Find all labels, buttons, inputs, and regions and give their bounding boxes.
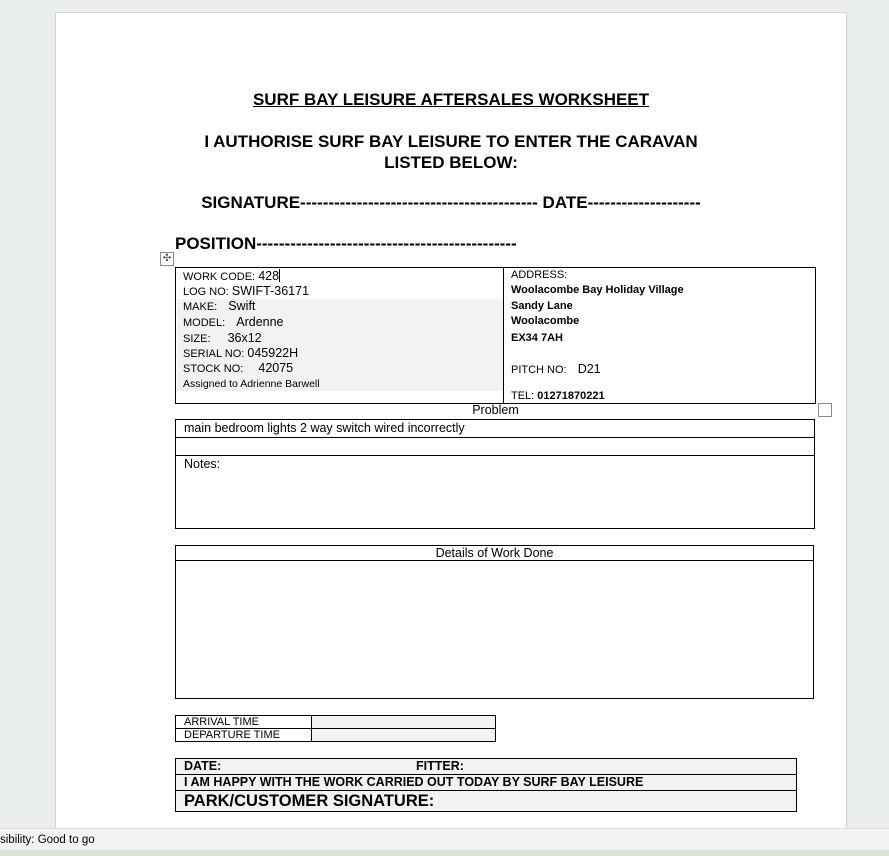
arrival-time-value[interactable] (312, 716, 496, 729)
problem-row[interactable] (176, 420, 814, 438)
address-postcode: EX34 7AH (511, 332, 563, 344)
signature-date-line: SIGNATURE------------------------------------------ DATE-------------------- (201, 193, 701, 212)
status-bar (0, 828, 889, 851)
taskbar-strip (0, 850, 889, 856)
table-move-handle-icon[interactable]: ✣ (160, 252, 174, 266)
arrival-row (176, 716, 496, 729)
make-label: MAKE: (183, 301, 218, 313)
make-value: Swift (228, 299, 256, 313)
authorise-line-2: LISTED BELOW: (384, 153, 518, 172)
departure-row (176, 729, 496, 742)
size-value: 36x12 (227, 331, 262, 345)
stock-value: 42075 (258, 361, 294, 375)
authorise-statement (56, 131, 846, 173)
stock-field[interactable] (183, 361, 293, 375)
column-divider (503, 268, 504, 403)
problem-blank-row[interactable] (176, 437, 814, 456)
tel-value: 01271870221 (537, 390, 605, 402)
make-field[interactable] (183, 299, 255, 313)
tel-field[interactable] (511, 390, 605, 402)
assigned-to: Assigned to Adrienne Barwell (183, 378, 320, 390)
departure-time-value[interactable] (312, 729, 496, 742)
happy-statement: I AM HAPPY WITH THE WORK CARRIED OUT TODAY BY SURF BAY LEISURE (184, 775, 644, 789)
work-code-field[interactable] (183, 269, 280, 283)
fitter-label: FITTER: (416, 759, 464, 773)
customer-signature-row[interactable] (176, 790, 796, 812)
address-line-3: Woolacombe (511, 315, 580, 327)
tel-label: TEL: (511, 390, 535, 402)
arrival-time-label: ARRIVAL TIME (176, 716, 312, 729)
text-cursor (279, 269, 280, 282)
model-field[interactable] (183, 315, 284, 329)
serial-label: SERIAL NO: (183, 348, 245, 360)
work-done-header: Details of Work Done (176, 546, 813, 561)
document-page[interactable] (55, 12, 847, 842)
pitch-label: PITCH NO: (511, 364, 567, 376)
model-value: Ardenne (236, 315, 284, 329)
serial-value: 045922H (247, 346, 299, 360)
time-table (175, 715, 496, 742)
work-code-value: 428 (258, 269, 280, 283)
happy-statement-row[interactable] (176, 774, 796, 791)
signoff-table (175, 758, 797, 812)
pitch-value: D21 (577, 362, 601, 376)
size-field[interactable] (183, 331, 262, 345)
problem-description: main bedroom lights 2 way switch wired incorrectly (184, 421, 465, 435)
address-label: ADDRESS: (511, 269, 568, 281)
work-code-label: WORK CODE: (183, 271, 256, 283)
log-no-value: SWIFT-36171 (231, 284, 310, 298)
accessibility-status[interactable]: sibility: Good to go (0, 834, 95, 846)
work-done-table[interactable] (175, 545, 814, 699)
size-label: SIZE: (183, 333, 211, 345)
authorise-line-1: I AUTHORISE SURF BAY LEISURE TO ENTER THE CARAVAN (204, 132, 698, 151)
worksheet-title: SURF BAY LEISURE AFTERSALES WORKSHEET (252, 90, 650, 109)
log-no-field[interactable] (183, 284, 309, 298)
job-details-table (175, 267, 816, 404)
model-label: MODEL: (183, 317, 226, 329)
problem-table (175, 419, 815, 529)
address-line-1: Woolacombe Bay Holiday Village (511, 284, 684, 296)
notes-label: Notes: (184, 457, 221, 471)
problem-header: Problem (472, 403, 519, 417)
serial-field[interactable] (183, 346, 298, 360)
address-line-2: Sandy Lane (511, 300, 573, 312)
customer-signature-label: PARK/CUSTOMER SIGNATURE: (184, 792, 435, 810)
log-no-label: LOG NO: (183, 286, 229, 298)
row-add-checkbox[interactable] (818, 403, 832, 417)
date-fitter-row[interactable] (176, 759, 796, 775)
date-label: DATE: (184, 759, 222, 773)
pitch-field[interactable] (511, 362, 601, 376)
departure-time-label: DEPARTURE TIME (176, 729, 312, 742)
stock-label: STOCK NO: (183, 363, 244, 375)
position-line: POSITION---------------------------------------------- (175, 234, 517, 253)
